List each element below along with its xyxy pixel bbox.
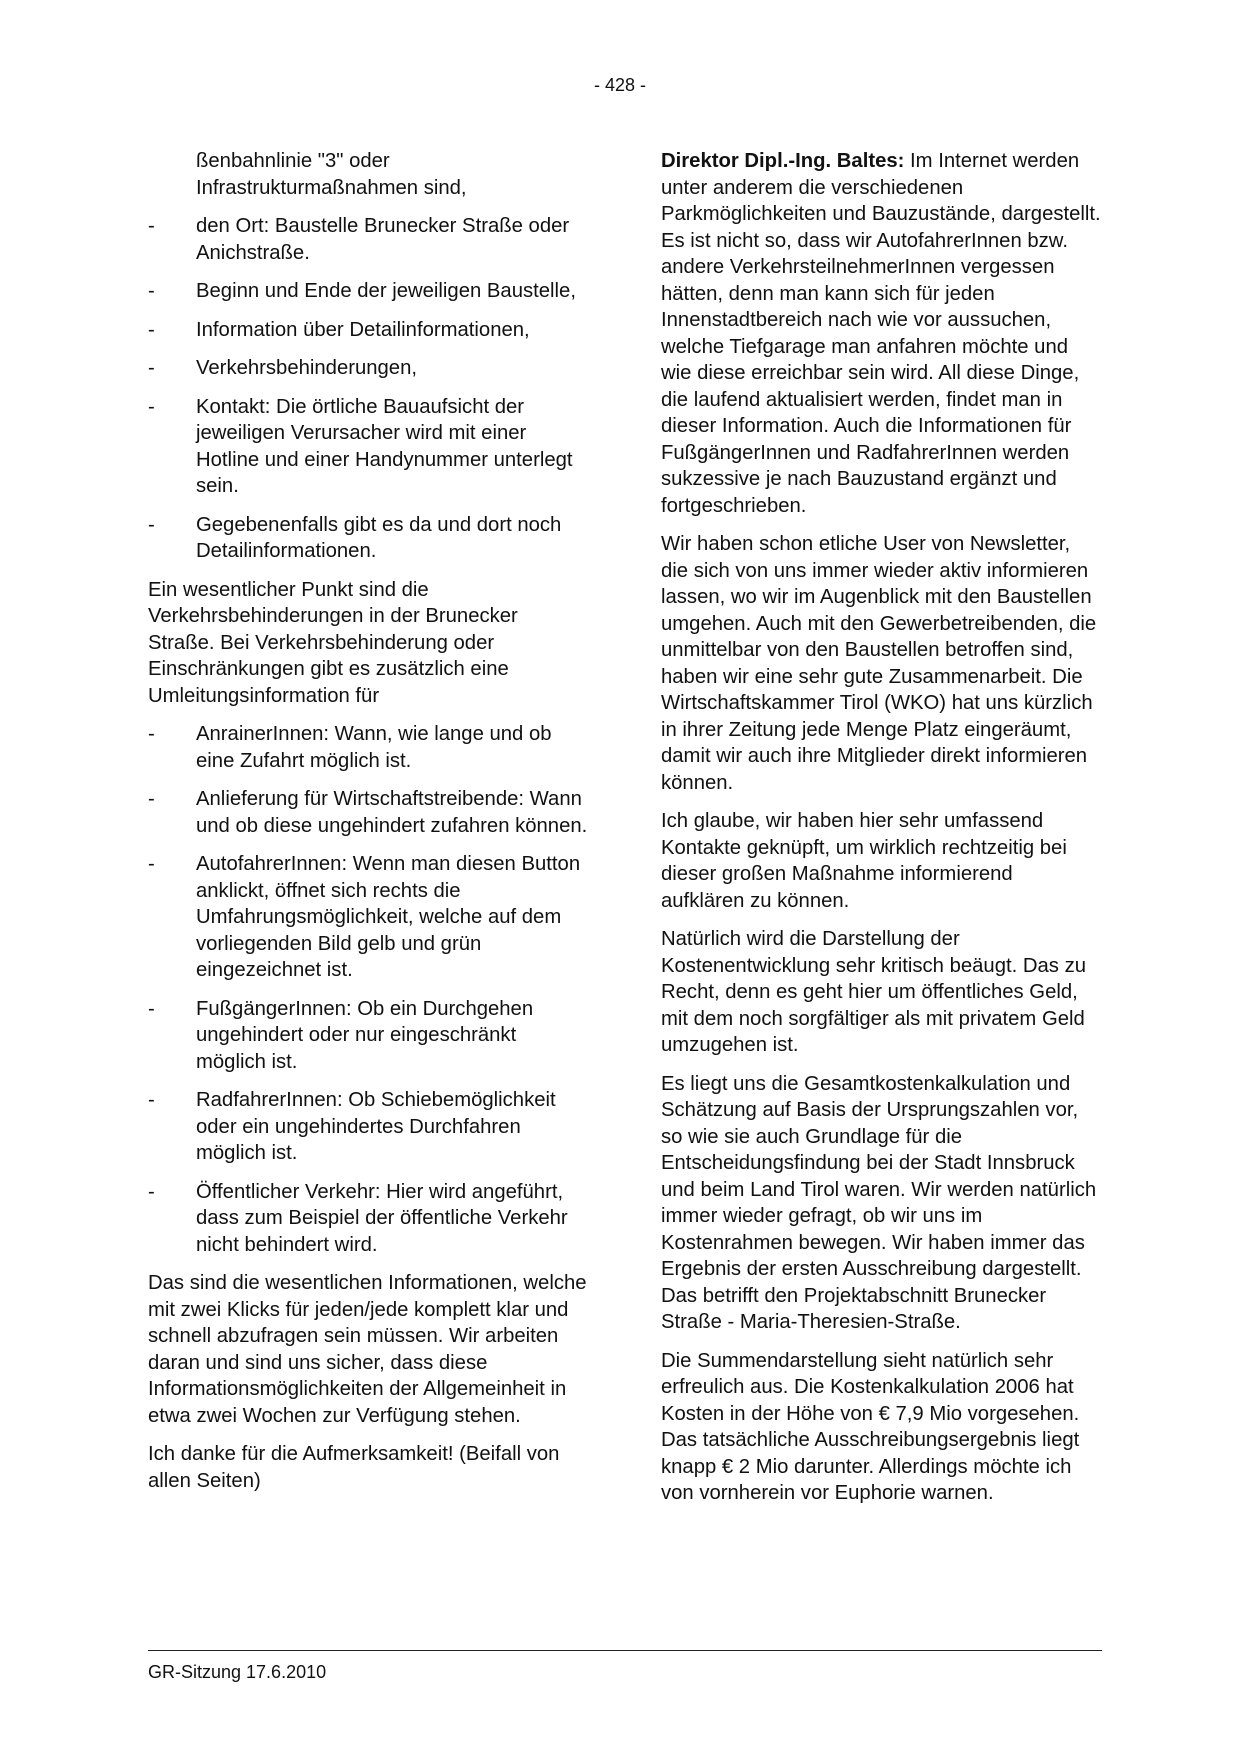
- list-item-text: Gegebenenfalls gibt es da und dort noch Detailinformationen.: [196, 513, 562, 562]
- list-item: [148, 512, 588, 565]
- dash-bullet: -: [148, 280, 155, 302]
- speech-paragraph: [661, 148, 1101, 519]
- list-item: [148, 786, 588, 839]
- dash-bullet: -: [148, 723, 155, 745]
- list-item: [148, 1087, 588, 1167]
- paragraph: Ein wesentlicher Punkt sind die Verkehrsbehinderungen in der Brunecker Straße. Bei Verkehrsbehinderung oder Einschränkungen gibt es zusätzlich eine Umleitungsinformation für: [148, 578, 518, 707]
- paragraph: Die Summendarstellung sieht natürlich sehr erfreulich aus. Die Kostenkalkulation 2006 hat Kosten in der Höhe von € 7,9 Mio vorgesehen. Das tatsächliche Ausschreibungsergebnis liegt knapp € 2 Mio darunter. Allerdings möchte ich von vornherein vor Euphorie warnen.: [661, 1349, 1080, 1504]
- left-column: [148, 148, 588, 1506]
- list-item-text: RadfahrerInnen: Ob Schiebemöglichkeit oder ein ungehindertes Durchfahren möglich ist.: [196, 1089, 556, 1164]
- list-item-text: Kontakt: Die örtliche Bauaufsicht der jeweiligen Verursacher wird mit einer Hotline und einer Handynummer unterlegt sein.: [196, 395, 573, 497]
- dash-bullet: -: [148, 1180, 155, 1203]
- dash-bullet: -: [148, 395, 155, 418]
- list-item: [148, 394, 588, 500]
- speaker-name: Direktor Dipl.-Ing. Baltes:: [661, 150, 905, 172]
- dash-bullet: -: [148, 1089, 155, 1111]
- footer-divider: [148, 1650, 1102, 1651]
- paragraph: Das sind die wesentlichen Informationen, welche mit zwei Klicks für jeden/jede komplett klar und schnell abzufragen sein müssen. Wir arbeiten daran und sind uns sicher, dass diese Informationsmöglichkeiten der Allgemeinheit in etwa zwei Wochen zur Verfügung stehen.: [148, 1272, 587, 1427]
- list-item: [148, 213, 588, 266]
- list-item-text: AnrainerInnen: Wann, wie lange und ob eine Zufahrt möglich ist.: [196, 723, 552, 772]
- list-item-text: Information über Detailinformationen,: [196, 318, 530, 341]
- right-column: [661, 148, 1101, 1519]
- speech-text: Im Internet werden unter anderem die verschiedenen Parkmöglichkeiten und Bauzustände, dargestellt. Es ist nicht so, dass wir AutofahrerInnen bzw. andere VerkehrsteilnehmerInnen vergessen hätten, denn man kann sich für jeden Innenstadtbereich nach wie vor aussuchen, welche Tiefgarage man anfahren möchte und wie diese erreichbar sein wird. All diese Dinge, die laufend aktualisiert werden, findet man in dieser Information. Auch die Informationen für FußgängerInnen und RadfahrerInnen werden sukzessive je nach Bauzustand ergänzt und fortgeschrieben.: [661, 150, 1101, 517]
- continued-list-item: ßenbahnlinie "3" oder Infrastrukturmaßnahmen sind,: [196, 150, 467, 199]
- dash-bullet: -: [148, 215, 155, 237]
- dash-bullet: -: [148, 513, 155, 536]
- list-item-text: Verkehrsbehinderungen,: [196, 357, 418, 379]
- dash-bullet: -: [148, 788, 155, 810]
- paragraph: Es liegt uns die Gesamtkostenkalkulation und Schätzung auf Basis der Ursprungszahlen vor, so wie sie auch Grundlage für die Entscheidungsfindung bei der Stadt Innsbruck und beim Land Tirol waren. Wir werden natürlich immer wieder gefragt, ob wir uns im Kostenrahmen bewegen. Wir haben immer das Ergebnis der ersten Ausschreibung dargestellt. Das betrifft den Projektabschnitt Brunecker Straße - Maria-Theresien-Straße.: [661, 1072, 1097, 1333]
- dash-bullet: -: [148, 318, 155, 341]
- list-item-text: Beginn und Ende der jeweiligen Baustelle,: [196, 280, 576, 302]
- list-item: [148, 278, 588, 305]
- list-item-text: AutofahrerInnen: Wenn man diesen Button anklickt, öffnet sich rechts die Umfahrungsmöglichkeit, welche auf dem vorliegenden Bild gelb und grün eingezeichnet ist.: [196, 853, 581, 981]
- paragraph: Natürlich wird die Darstellung der Kostenentwicklung sehr kritisch beäugt. Das zu Recht, denn es geht hier um öffentliches Geld, mit dem noch sorgfältiger als mit privatem Geld umzugehen ist.: [661, 928, 1086, 1056]
- list-item: [148, 317, 588, 344]
- list-item: [148, 851, 588, 984]
- list-item-text: den Ort: Baustelle Brunecker Straße oder Anichstraße.: [196, 215, 570, 264]
- paragraph: Wir haben schon etliche User von Newsletter, die sich von uns immer wieder aktiv informieren lassen, wo wir im Augenblick mit den Baustellen umgehen. Auch mit den Gewerbetreibenden, die unmittelbar von den Baustellen betroffen sind, haben wir eine sehr gute Zusammenarbeit. Die Wirtschaftskammer Tirol (WKO) hat uns kürzlich in ihrer Zeitung jede Menge Platz eingeräumt, damit wir auch ihre Mitglieder direkt informieren können.: [661, 533, 1097, 794]
- list-item: [148, 721, 588, 774]
- list-item-text: Öffentlicher Verkehr: Hier wird angeführt, dass zum Beispiel der öffentliche Verkehr nicht behindert wird.: [196, 1180, 568, 1256]
- dash-bullet: -: [148, 357, 155, 379]
- paragraph: Ich glaube, wir haben hier sehr umfassend Kontakte geknüpft, um wirklich rechtzeitig bei dieser großen Maßnahme informierend aufklären zu können.: [661, 810, 1067, 912]
- footer-session-date: GR-Sitzung 17.6.2010: [148, 1662, 327, 1682]
- dash-bullet: -: [148, 853, 155, 875]
- info-list: [148, 213, 588, 565]
- list-item-text: FußgängerInnen: Ob ein Durchgehen ungehindert oder nur eingeschränkt möglich ist.: [196, 997, 534, 1073]
- page-number: - 428 -: [593, 75, 647, 95]
- detour-info-list: [148, 721, 588, 1258]
- list-item: [148, 1179, 588, 1259]
- list-item: [148, 996, 588, 1076]
- list-item-text: Anlieferung für Wirtschaftstreibende: Wann und ob diese ungehindert zufahren können.: [196, 788, 588, 837]
- list-item: [148, 355, 588, 382]
- paragraph: Ich danke für die Aufmerksamkeit! (Beifall von allen Seiten): [148, 1443, 560, 1492]
- dash-bullet: -: [148, 997, 155, 1020]
